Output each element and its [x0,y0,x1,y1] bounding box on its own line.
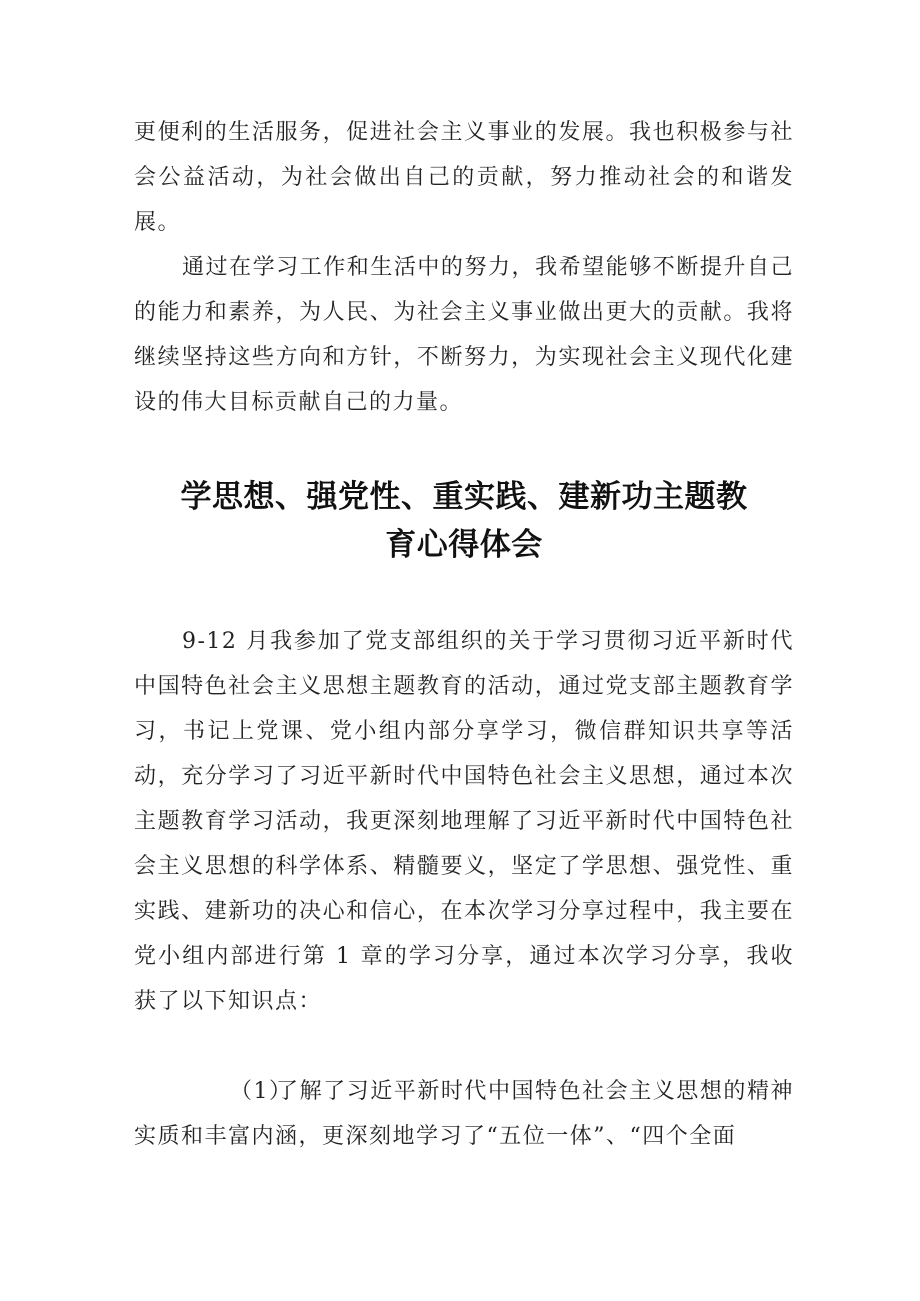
intro-paragraph: 9-12 月我参加了党支部组织的关于学习贯彻习近平新时代中国特色社会主义思想主题教育的活动，通过党支部主题教育学习，书记上党课、党小组内部分享学习，微信群知识共享等活动，充分学习了习近平新时代中国特色社会主义思想，通过本次主题教育学习活动，我更深刻地理解了习近平新时代中国特色社会主义思想的科学体系、精髓要义，坚定了学思想、强党性、重实践、建新功的决心和信心，在本次学习分享过程中，我主要在党小组内部进行第 1 章的学习分享，通过本次学习分享，我收获了以下知识点： [134,629,794,1014]
article-title-line-1: 学思想、强党性、重实践、建新功主题教 [180,479,748,515]
article-title-line-2: 育心得体会 [385,527,543,563]
continuation-paragraph: 更便利的生活服务，促进社会主义事业的发展。我也积极参与社会公益活动，为社会做出自己的贡献，努力推动社会的和谐发展。 [134,120,794,235]
document-body [134,110,794,1159]
closing-paragraph: 通过在学习工作和生活中的努力，我希望能够不断提升自己的能力和素养，为人民、为社会主义事业做出更大的贡献。我将继续坚持这些方向和方针，不断努力，为实现社会主义现代化建设的伟大目标贡献自己的力量。 [134,255,794,415]
point-1-text: 了解了习近平新时代中国特色社会主义思想的精神实质和丰富内涵，更深刻地学习了“五位一体”、“四个全面 [134,1079,794,1149]
point-1-number: （1） [230,1079,293,1104]
point-1-paragraph [134,1069,794,1159]
paragraph-spacer [134,1024,794,1069]
article-title [134,473,794,569]
